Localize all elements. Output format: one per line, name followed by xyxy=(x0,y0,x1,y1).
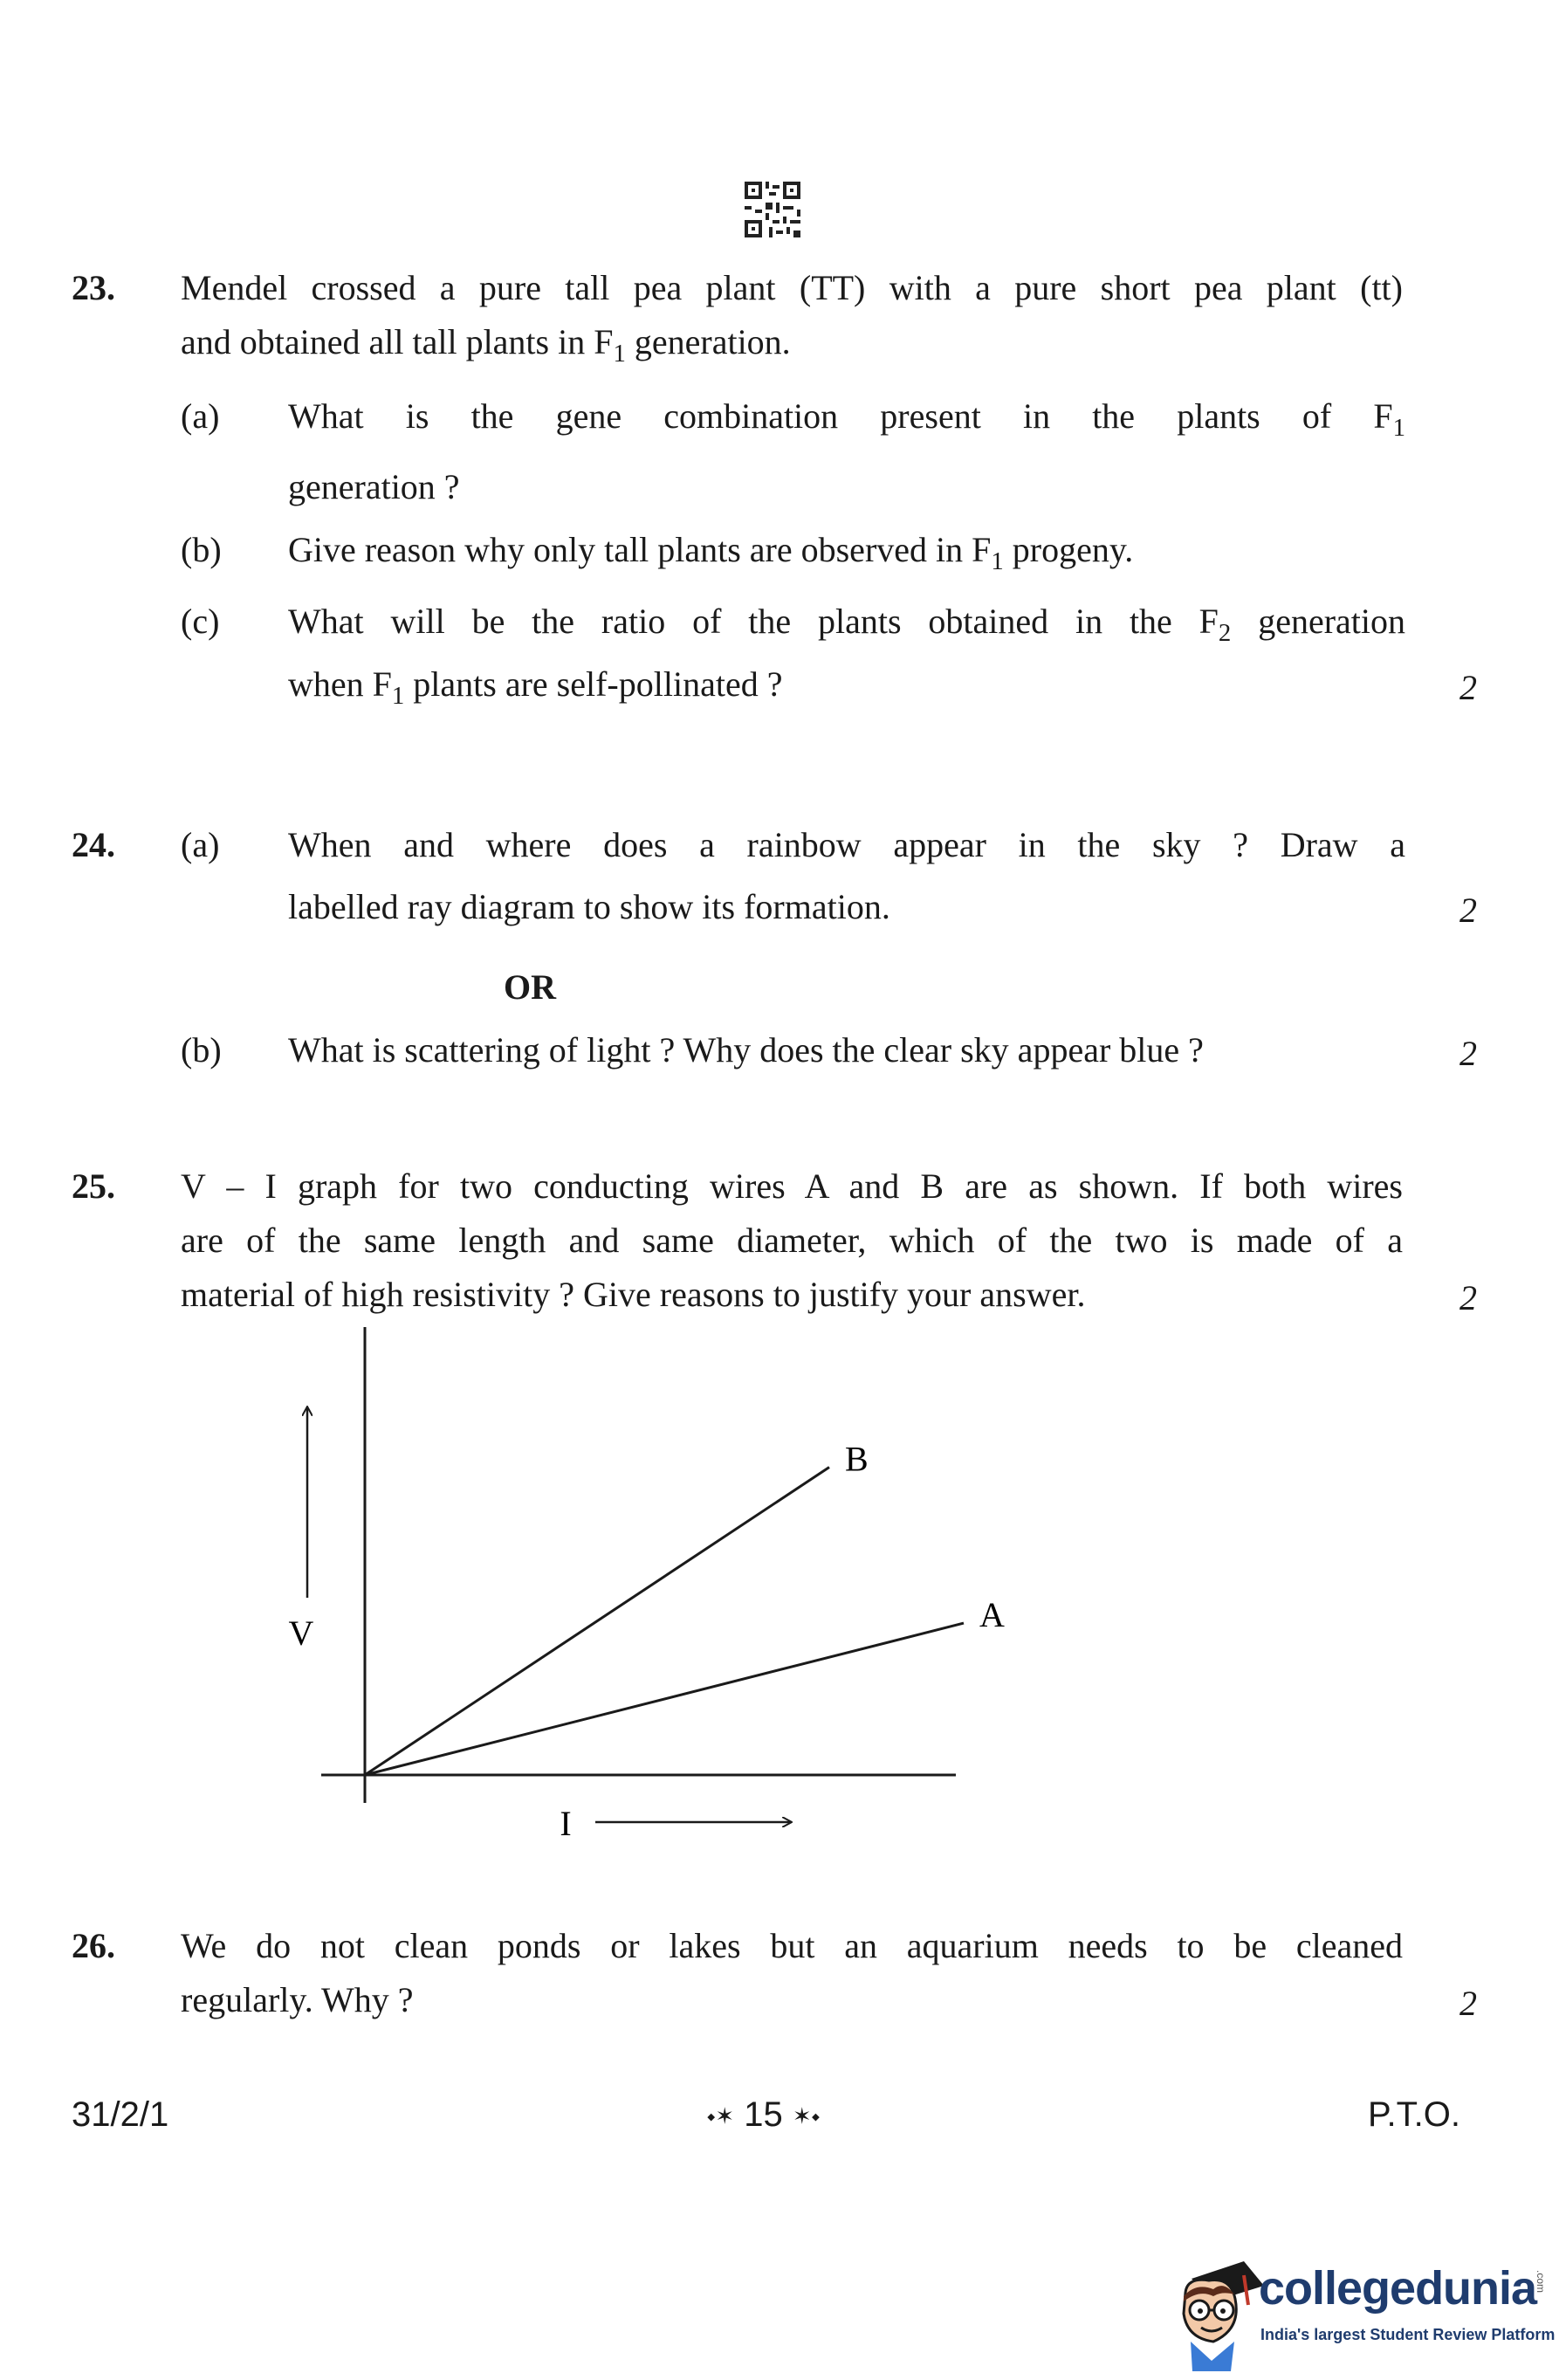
paper-code: 31/2/1 xyxy=(72,2095,169,2134)
part-b-text: Give reason why only tall plants are observed in $F_1$ progeny. xyxy=(288,530,1134,576)
question-stem-line-1: Mendel crossed a pure tall pea plant (TT) with a pure short pea plant (tt) xyxy=(181,268,1403,307)
question-number: 26. xyxy=(72,1926,115,1965)
or-separator: OR xyxy=(504,967,556,1007)
brand-name: collegedunia xyxy=(1259,2262,1537,2315)
page-number-block xyxy=(707,2095,820,2135)
ornament-icon: ⬩✶ xyxy=(707,2102,735,2129)
question-number: 24. xyxy=(72,825,115,864)
part-a-line-2: labelled ray diagram to show its formation. xyxy=(288,887,890,926)
question-line-1: V – I graph for two conducting wires A and B are as shown. If both wires xyxy=(181,1166,1403,1206)
series-label-b: B xyxy=(845,1439,869,1479)
mascot-icon xyxy=(1161,2251,1266,2373)
part-label-a: (a) xyxy=(181,825,220,864)
qr-code-icon xyxy=(745,182,800,237)
question-stem-line-2: and obtained all tall plants in $F_1$ generation. xyxy=(181,322,791,368)
y-axis-label: V xyxy=(288,1613,314,1653)
marks: 2 xyxy=(1459,1034,1477,1073)
marks: 2 xyxy=(1459,668,1477,707)
question-number: 23. xyxy=(72,268,115,307)
brand-dotcom: .com xyxy=(1535,2270,1547,2294)
x-axis-label: I xyxy=(560,1804,572,1843)
part-b-text: What is scattering of light ? Why does the clear sky appear blue ? xyxy=(288,1030,1204,1070)
brand-tagline: India's largest Student Review Platform xyxy=(1260,2326,1556,2343)
pto-label: P.T.O. xyxy=(1368,2095,1460,2134)
series-line-b xyxy=(365,1468,829,1776)
ornament-icon: ✶⬩ xyxy=(792,2102,821,2129)
part-c-line-2: when $F_1$ plants are self-pollinated ? xyxy=(288,664,783,711)
question-line-1: We do not clean ponds or lakes but an aquarium needs to be cleaned xyxy=(181,1926,1403,1965)
collegedunia-logo xyxy=(1161,2251,1556,2373)
part-a-line-2: generation ? xyxy=(288,467,460,506)
question-line-2: regularly. Why ? xyxy=(181,1980,414,2019)
part-label-a: (a) xyxy=(181,396,220,436)
question-line-3: material of high resistivity ? Give reasons to justify your answer. xyxy=(181,1275,1086,1314)
marks: 2 xyxy=(1459,1984,1477,2023)
marks: 2 xyxy=(1459,1278,1477,1317)
part-a-line-1: What is the gene combination present in the plants of $F_1$ xyxy=(288,396,1405,443)
question-line-2: are of the same length and same diameter, which of the two is made of a xyxy=(181,1221,1403,1260)
part-a-line-1: When and where does a rainbow appear in the sky ? Draw a xyxy=(288,825,1405,864)
question-number: 25. xyxy=(72,1166,115,1206)
page-number: 15 xyxy=(744,2095,783,2134)
part-label-b: (b) xyxy=(181,530,222,569)
series-line-a xyxy=(365,1623,964,1775)
vi-graph xyxy=(0,1310,1047,1868)
part-label-b: (b) xyxy=(181,1030,222,1070)
marks: 2 xyxy=(1459,891,1477,930)
series-label-a: A xyxy=(979,1595,1005,1635)
part-label-c: (c) xyxy=(181,602,220,641)
part-c-line-1: What will be the ratio of the plants obtained in the $F_2$ generation xyxy=(288,602,1405,648)
